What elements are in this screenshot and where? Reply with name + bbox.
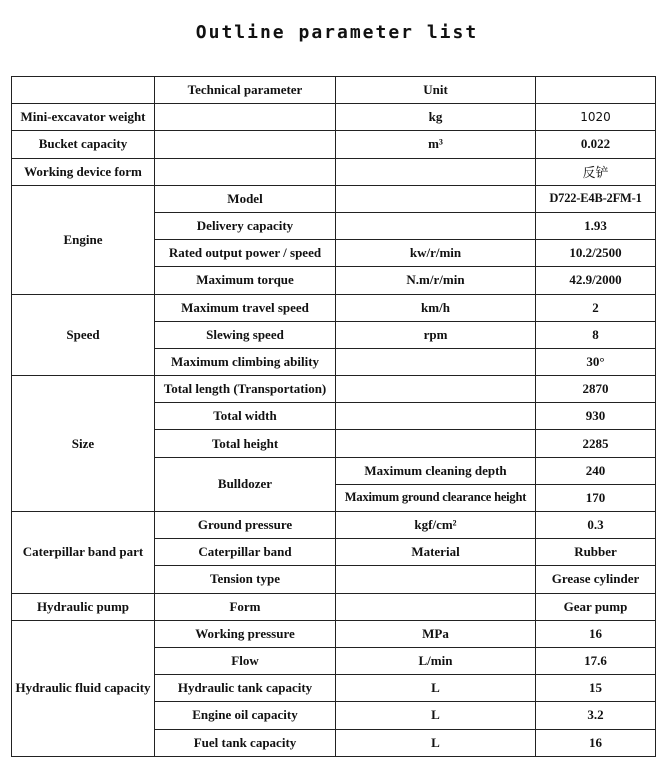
row-value: 240 <box>536 457 656 484</box>
row-label: Mini-excavator weight <box>12 104 155 131</box>
row-param: Rated output power / speed <box>155 240 336 267</box>
row-param: Form <box>155 593 336 620</box>
row-unit: L/min <box>336 647 536 674</box>
group-label-fluid: Hydraulic fluid capacity <box>12 620 155 756</box>
row-value: Rubber <box>536 539 656 566</box>
row-unit: km/h <box>336 294 536 321</box>
row-param: Delivery capacity <box>155 212 336 239</box>
row-value: 0.3 <box>536 512 656 539</box>
header-value-blank <box>536 77 656 104</box>
table-row <box>12 294 656 321</box>
row-param-blank <box>155 104 336 131</box>
row-unit: L <box>336 702 536 729</box>
row-unit: kw/r/min <box>336 240 536 267</box>
row-label: Working device form <box>12 158 155 185</box>
row-unit: L <box>336 729 536 756</box>
table-row <box>12 185 656 212</box>
row-unit-blank <box>336 376 536 403</box>
row-value: 10.2/2500 <box>536 240 656 267</box>
row-unit: MPa <box>336 620 536 647</box>
row-param: Caterpillar band <box>155 539 336 566</box>
row-value: 3.2 <box>536 702 656 729</box>
row-value: 1.93 <box>536 212 656 239</box>
row-value: 42.9/2000 <box>536 267 656 294</box>
row-value: 16 <box>536 620 656 647</box>
row-value: 2 <box>536 294 656 321</box>
row-unit-blank <box>336 566 536 593</box>
row-value: 8 <box>536 321 656 348</box>
table-row <box>12 376 656 403</box>
row-param: Maximum travel speed <box>155 294 336 321</box>
row-unit-blank <box>336 593 536 620</box>
row-param: Flow <box>155 647 336 674</box>
table-row <box>12 158 656 185</box>
row-param-blank <box>155 158 336 185</box>
row-param: Maximum torque <box>155 267 336 294</box>
table-row <box>12 593 656 620</box>
row-param: Slewing speed <box>155 321 336 348</box>
row-unit: L <box>336 675 536 702</box>
group-label-speed: Speed <box>12 294 155 376</box>
row-param: Tension type <box>155 566 336 593</box>
row-unit-blank <box>336 430 536 457</box>
row-value: 16 <box>536 729 656 756</box>
row-unit: kgf/cm² <box>336 512 536 539</box>
table-row <box>12 620 656 647</box>
row-unit: kg <box>336 104 536 131</box>
row-unit-blank <box>336 185 536 212</box>
header-parameter: Technical parameter <box>155 77 336 104</box>
row-value: 15 <box>536 675 656 702</box>
row-value: 反铲 <box>536 158 656 185</box>
row-param: Working pressure <box>155 620 336 647</box>
row-subparam: Maximum cleaning depth <box>336 457 536 484</box>
row-unit: Material <box>336 539 536 566</box>
row-unit-blank <box>336 158 536 185</box>
row-param: Engine oil capacity <box>155 702 336 729</box>
row-unit: m³ <box>336 131 536 158</box>
row-value: 17.6 <box>536 647 656 674</box>
group-label-pump: Hydraulic pump <box>12 593 155 620</box>
group-label-engine: Engine <box>12 185 155 294</box>
row-unit: N.m/r/min <box>336 267 536 294</box>
row-param: Hydraulic tank capacity <box>155 675 336 702</box>
row-unit-blank <box>336 403 536 430</box>
parameter-table <box>11 76 656 757</box>
row-param: Ground pressure <box>155 512 336 539</box>
row-value: 0.022 <box>536 131 656 158</box>
group-label-size: Size <box>12 376 155 512</box>
group-label-caterpillar: Caterpillar band part <box>12 512 155 594</box>
row-value: 30° <box>536 348 656 375</box>
row-subparam: Maximum ground clearance height <box>336 484 536 511</box>
row-param: Maximum climbing ability <box>155 348 336 375</box>
row-unit-blank <box>336 212 536 239</box>
row-value: 930 <box>536 403 656 430</box>
row-unit-blank <box>336 348 536 375</box>
row-param: Total length (Transportation) <box>155 376 336 403</box>
row-unit: rpm <box>336 321 536 348</box>
row-param: Model <box>155 185 336 212</box>
header-row <box>12 77 656 104</box>
row-param-bulldozer: Bulldozer <box>155 457 336 511</box>
table-row <box>12 104 656 131</box>
header-blank <box>12 77 155 104</box>
row-value: Gear pump <box>536 593 656 620</box>
row-param: Fuel tank capacity <box>155 729 336 756</box>
row-value: D722-E4B-2FM-1 <box>536 185 656 212</box>
row-value: 1020 <box>536 104 656 131</box>
table-row <box>12 512 656 539</box>
row-param: Total width <box>155 403 336 430</box>
row-param-blank <box>155 131 336 158</box>
row-value: 2285 <box>536 430 656 457</box>
row-value: Grease cylinder <box>536 566 656 593</box>
row-label: Bucket capacity <box>12 131 155 158</box>
header-unit: Unit <box>336 77 536 104</box>
row-value: 170 <box>536 484 656 511</box>
row-value: 2870 <box>536 376 656 403</box>
row-param: Total height <box>155 430 336 457</box>
page-title: Outline parameter list <box>195 22 479 43</box>
table-row <box>12 131 656 158</box>
